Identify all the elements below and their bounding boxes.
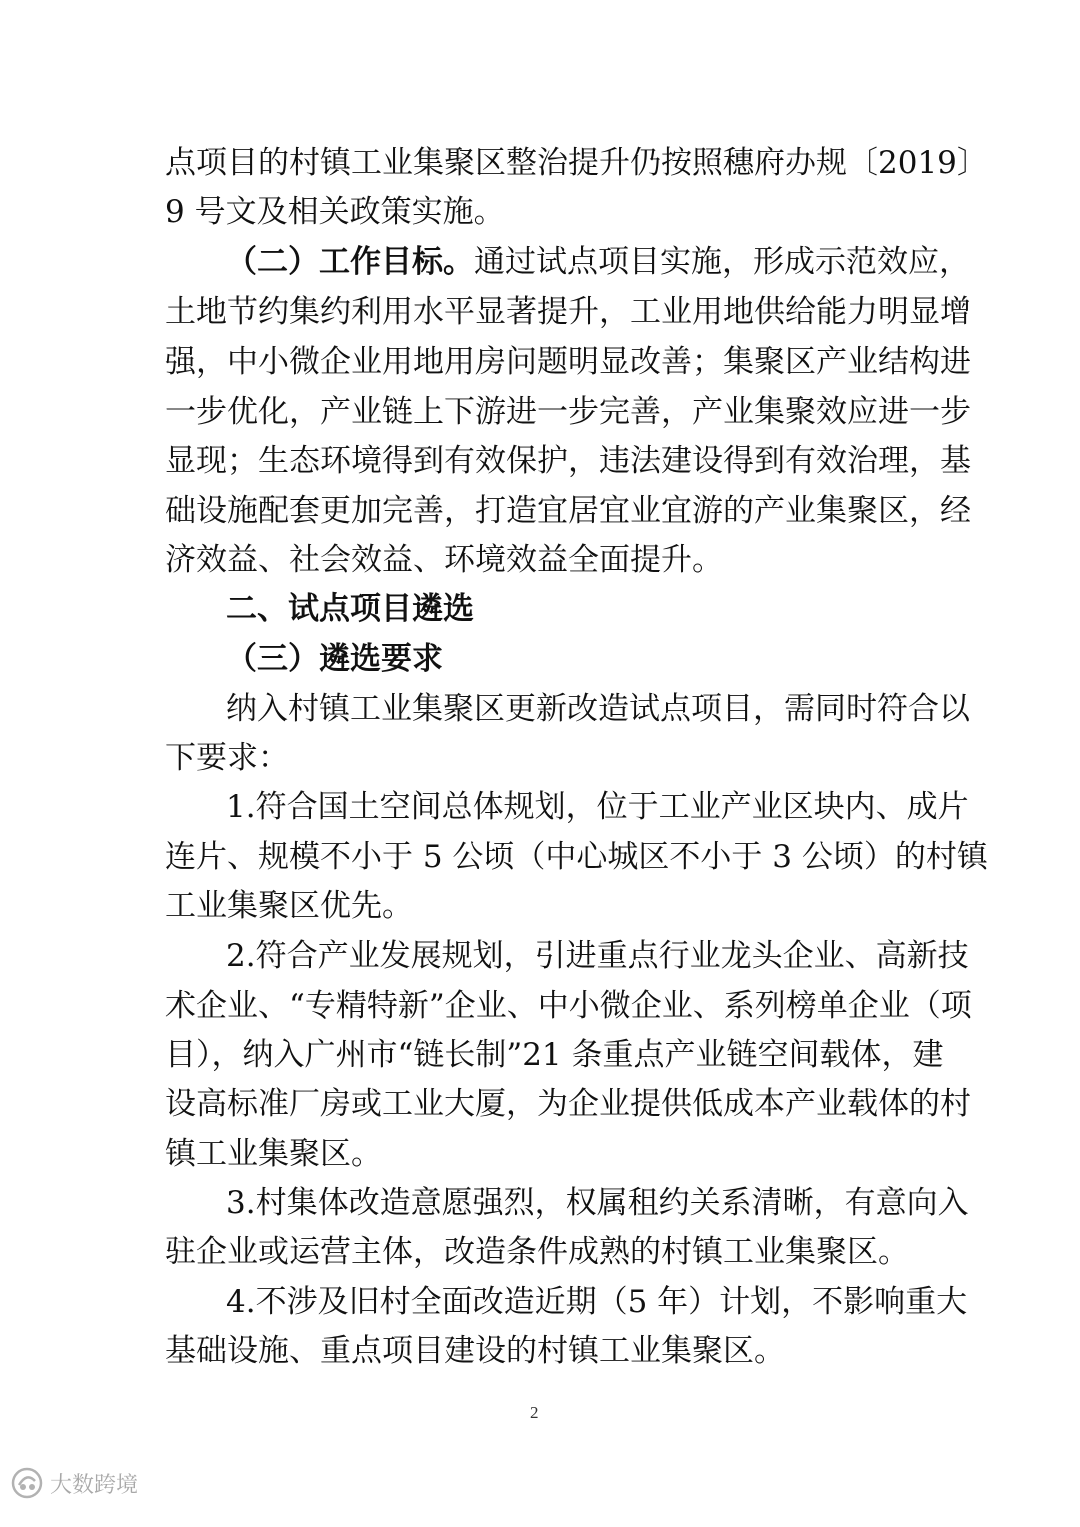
- list-item-line: 1.符合国土空间总体规划，位于工业产业区块内、成片: [226, 789, 969, 825]
- list-item-line: 驻企业或运营主体，改造条件成熟的村镇工业集聚区。: [165, 1234, 909, 1270]
- section-heading: 二、试点项目遴选: [226, 591, 474, 627]
- body-line: 下要求：: [165, 740, 289, 776]
- body-line: 础设施配套更加完善，打造宜居宜业宜游的产业集聚区，经: [165, 493, 971, 529]
- list-item-line: 3.村集体改造意愿强烈，权属租约关系清晰，有意向入: [226, 1185, 969, 1221]
- body-line: 显现；生态环境得到有效保护，违法建设得到有效治理，基: [165, 443, 971, 479]
- body-line: 土地节约集约利用水平显著提升，工业用地供给能力明显增: [165, 294, 971, 330]
- list-item-line: 目），纳入广州市“链长制”21 条重点产业链空间载体，建: [165, 1037, 944, 1073]
- body-line: 纳入村镇工业集聚区更新改造试点项目，需同时符合以: [226, 691, 970, 727]
- watermark: [10, 1466, 138, 1500]
- list-item-line: 2.符合产业发展规划，引进重点行业龙头企业、高新技: [226, 938, 969, 974]
- body-line: 9 号文及相关政策实施。: [165, 194, 505, 230]
- section-heading-line: [226, 242, 970, 282]
- body-line: 点项目的村镇工业集聚区整治提升仍按照穗府办规〔2019〕: [165, 145, 988, 181]
- body-line: 一步优化，产业链上下游进一步完善，产业集聚效应进一步: [165, 394, 971, 430]
- list-item-line: 工业集聚区优先。: [165, 888, 413, 924]
- body-line: 强，中小微企业用地用房问题明显改善；集聚区产业结构进: [165, 344, 971, 380]
- watermark-text: 大数跨境: [50, 1472, 139, 1498]
- list-item-line: 设高标准厂房或工业大厦，为企业提供低成本产业载体的村: [165, 1086, 971, 1122]
- page-number: 2: [530, 1403, 539, 1422]
- list-item-line: 4.不涉及旧村全面改造近期（5 年）计划，不影响重大: [226, 1284, 968, 1320]
- body-text: 通过试点项目实施，形成示范效应，: [474, 244, 970, 280]
- list-item-line: 镇工业集聚区。: [165, 1136, 382, 1172]
- list-item-line: 连片、规模不小于 5 公顷（中心城区不小于 3 公顷）的村镇: [165, 839, 988, 875]
- subheading-work-goal: （二）工作目标。: [226, 244, 474, 280]
- list-item-line: 术企业、“专精特新”企业、中小微企业、系列榜单企业（项: [165, 988, 972, 1024]
- body-line: 济效益、社会效益、环境效益全面提升。: [165, 542, 723, 578]
- subsection-heading: （三）遴选要求: [226, 641, 443, 677]
- list-item-line: 基础设施、重点项目建设的村镇工业集聚区。: [165, 1333, 785, 1369]
- brand-logo-icon: [10, 1466, 44, 1500]
